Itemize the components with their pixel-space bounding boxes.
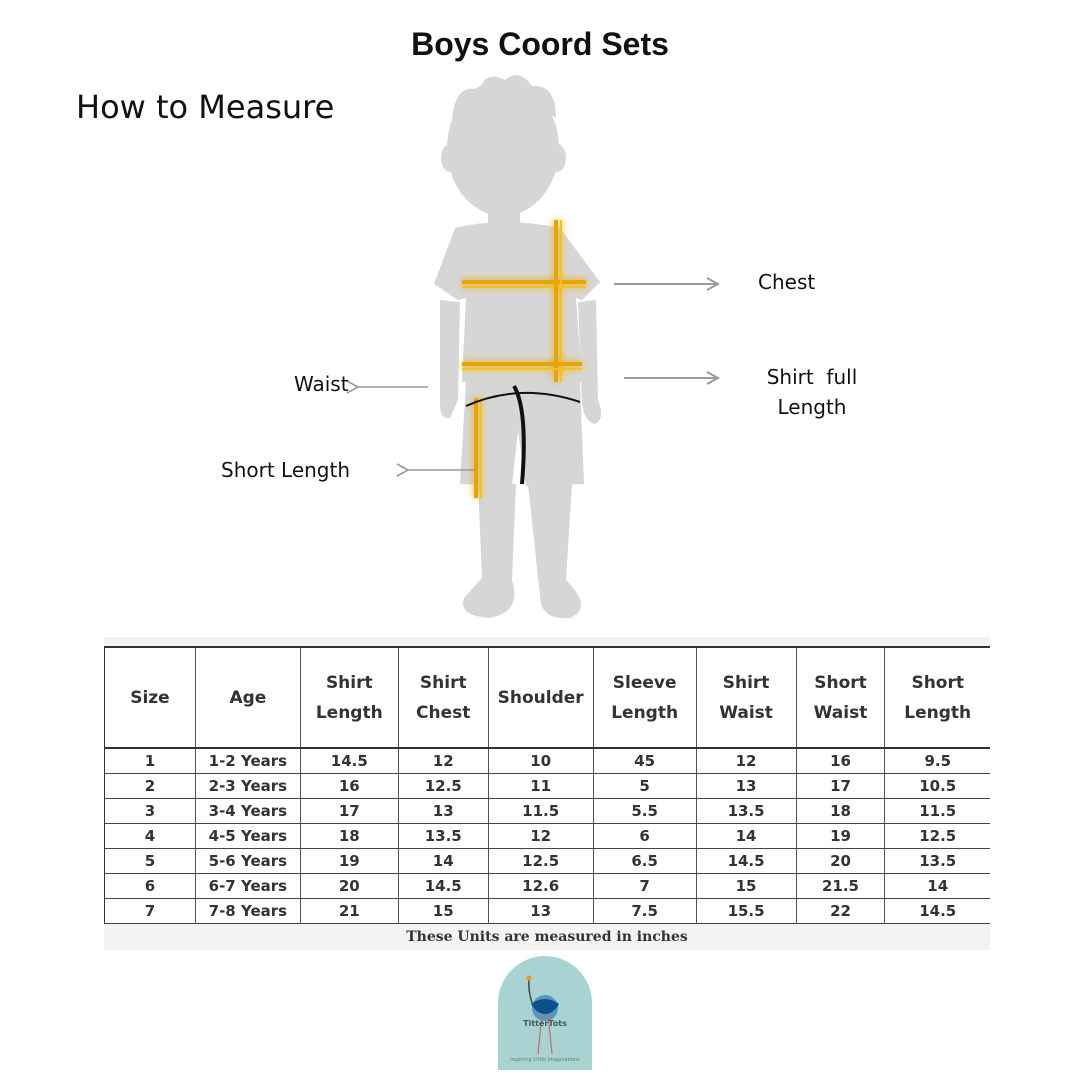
chest-label: Chest [758, 270, 816, 294]
table-cell: 13.5 [696, 799, 796, 824]
table-cell: 15 [696, 874, 796, 899]
table-cell: 17 [300, 799, 398, 824]
table-cell: 18 [796, 799, 885, 824]
size-chart-header-row [105, 647, 991, 748]
table-cell: 3 [105, 799, 196, 824]
table-cell: 13 [488, 899, 593, 924]
table-cell: 10.5 [885, 774, 990, 799]
table-row [105, 824, 991, 849]
column-header-text: Waist [719, 702, 773, 723]
table-cell: 21 [300, 899, 398, 924]
table-cell: 1-2 Years [195, 748, 300, 774]
column-header-text: Shoulder [497, 687, 584, 708]
table-cell: 7 [593, 874, 696, 899]
column-header-text: Shirt [325, 672, 373, 693]
column-header-text: Short [814, 672, 867, 693]
table-cell: 14.5 [696, 849, 796, 874]
table-cell: 12 [696, 748, 796, 774]
logo-brand-name: TitterTots [523, 1019, 567, 1028]
table-cell: 12 [488, 824, 593, 849]
table-cell: 19 [300, 849, 398, 874]
silhouette-ear-right [548, 144, 566, 172]
table-cell: 2 [105, 774, 196, 799]
column-header-text: Shirt [722, 672, 770, 693]
table-cell: 4-5 Years [195, 824, 300, 849]
units-note: These Units are measured in inches [406, 929, 688, 945]
table-cell: 17 [796, 774, 885, 799]
column-header-text: Age [229, 687, 267, 708]
table-cell: 6 [593, 824, 696, 849]
table-cell: 5 [593, 774, 696, 799]
table-cell: 11 [488, 774, 593, 799]
table-row [105, 799, 991, 824]
shirt-full-length-label [760, 362, 864, 422]
table-cell: 3-4 Years [195, 799, 300, 824]
column-header-text: Chest [416, 702, 471, 723]
table-cell: 14.5 [300, 748, 398, 774]
table-row [105, 748, 991, 774]
column-header-text: Size [130, 687, 170, 708]
table-cell: 7-8 Years [195, 899, 300, 924]
table-cell: 12.6 [488, 874, 593, 899]
table-row [105, 774, 991, 799]
logo-ostrich-head [527, 976, 532, 981]
table-cell: 5.5 [593, 799, 696, 824]
table-cell: 14 [885, 874, 990, 899]
column-header-text: Short [911, 672, 964, 693]
column-header [488, 647, 593, 748]
table-row [105, 874, 991, 899]
silhouette-ear-left [441, 144, 459, 172]
logo-tagline: inspiring Little imaginations [510, 1057, 580, 1063]
table-cell: 10 [488, 748, 593, 774]
table-cell: 12.5 [398, 774, 488, 799]
table-cell: 6 [105, 874, 196, 899]
table-cell: 19 [796, 824, 885, 849]
size-chart [104, 637, 990, 950]
logo-badge [498, 956, 592, 1070]
column-header [398, 647, 488, 748]
shirt-full-length-label-line2: Length [777, 395, 847, 419]
table-cell: 21.5 [796, 874, 885, 899]
table-cell: 12.5 [488, 849, 593, 874]
table-cell: 5 [105, 849, 196, 874]
table-cell: 15 [398, 899, 488, 924]
column-header [796, 647, 885, 748]
table-cell: 5-6 Years [195, 849, 300, 874]
table-cell: 13 [398, 799, 488, 824]
table-cell: 6-7 Years [195, 874, 300, 899]
column-header [593, 647, 696, 748]
size-chart-table [104, 646, 990, 924]
column-header [300, 647, 398, 748]
table-cell: 16 [796, 748, 885, 774]
column-header-text: Length [611, 702, 679, 723]
column-header-text: Shirt [419, 672, 467, 693]
table-cell: 6.5 [593, 849, 696, 874]
table-cell: 22 [796, 899, 885, 924]
table-row [105, 849, 991, 874]
table-cell: 18 [300, 824, 398, 849]
brand-logo [498, 956, 592, 1070]
page-title: Boys Coord Sets [411, 26, 669, 62]
column-header-text: Waist [813, 702, 868, 723]
table-cell: 20 [796, 849, 885, 874]
table-cell: 13 [696, 774, 796, 799]
how-to-measure-heading: How to Measure [76, 88, 335, 126]
shirt-full-length-label-line1: Shirt full [766, 365, 858, 389]
table-cell: 14 [696, 824, 796, 849]
child-silhouette [434, 75, 601, 618]
table-cell: 7.5 [593, 899, 696, 924]
table-cell: 12.5 [885, 824, 990, 849]
table-cell: 12 [398, 748, 488, 774]
column-header [105, 647, 196, 748]
table-cell: 4 [105, 824, 196, 849]
table-cell: 11.5 [885, 799, 990, 824]
waist-label: Waist [294, 372, 349, 396]
silhouette-arm-left [440, 300, 460, 418]
table-cell: 15.5 [696, 899, 796, 924]
table-row [105, 899, 991, 924]
table-cell: 20 [300, 874, 398, 899]
size-chart-body [105, 748, 991, 924]
column-header [885, 647, 990, 748]
table-cell: 13.5 [398, 824, 488, 849]
table-cell: 14 [398, 849, 488, 874]
column-header [696, 647, 796, 748]
column-header [195, 647, 300, 748]
table-cell: 14.5 [398, 874, 488, 899]
table-cell: 9.5 [885, 748, 990, 774]
table-cell: 45 [593, 748, 696, 774]
table-cell: 7 [105, 899, 196, 924]
table-cell: 11.5 [488, 799, 593, 824]
table-cell: 1 [105, 748, 196, 774]
column-header-text: Length [315, 702, 383, 723]
silhouette-leg-right [528, 484, 581, 618]
column-header-text: Sleeve [612, 672, 677, 693]
short-length-label: Short Length [221, 458, 351, 482]
table-cell: 2-3 Years [195, 774, 300, 799]
table-cell: 16 [300, 774, 398, 799]
table-cell: 13.5 [885, 849, 990, 874]
column-header-text: Length [904, 702, 972, 723]
table-cell: 14.5 [885, 899, 990, 924]
silhouette-leg-left [463, 484, 516, 618]
